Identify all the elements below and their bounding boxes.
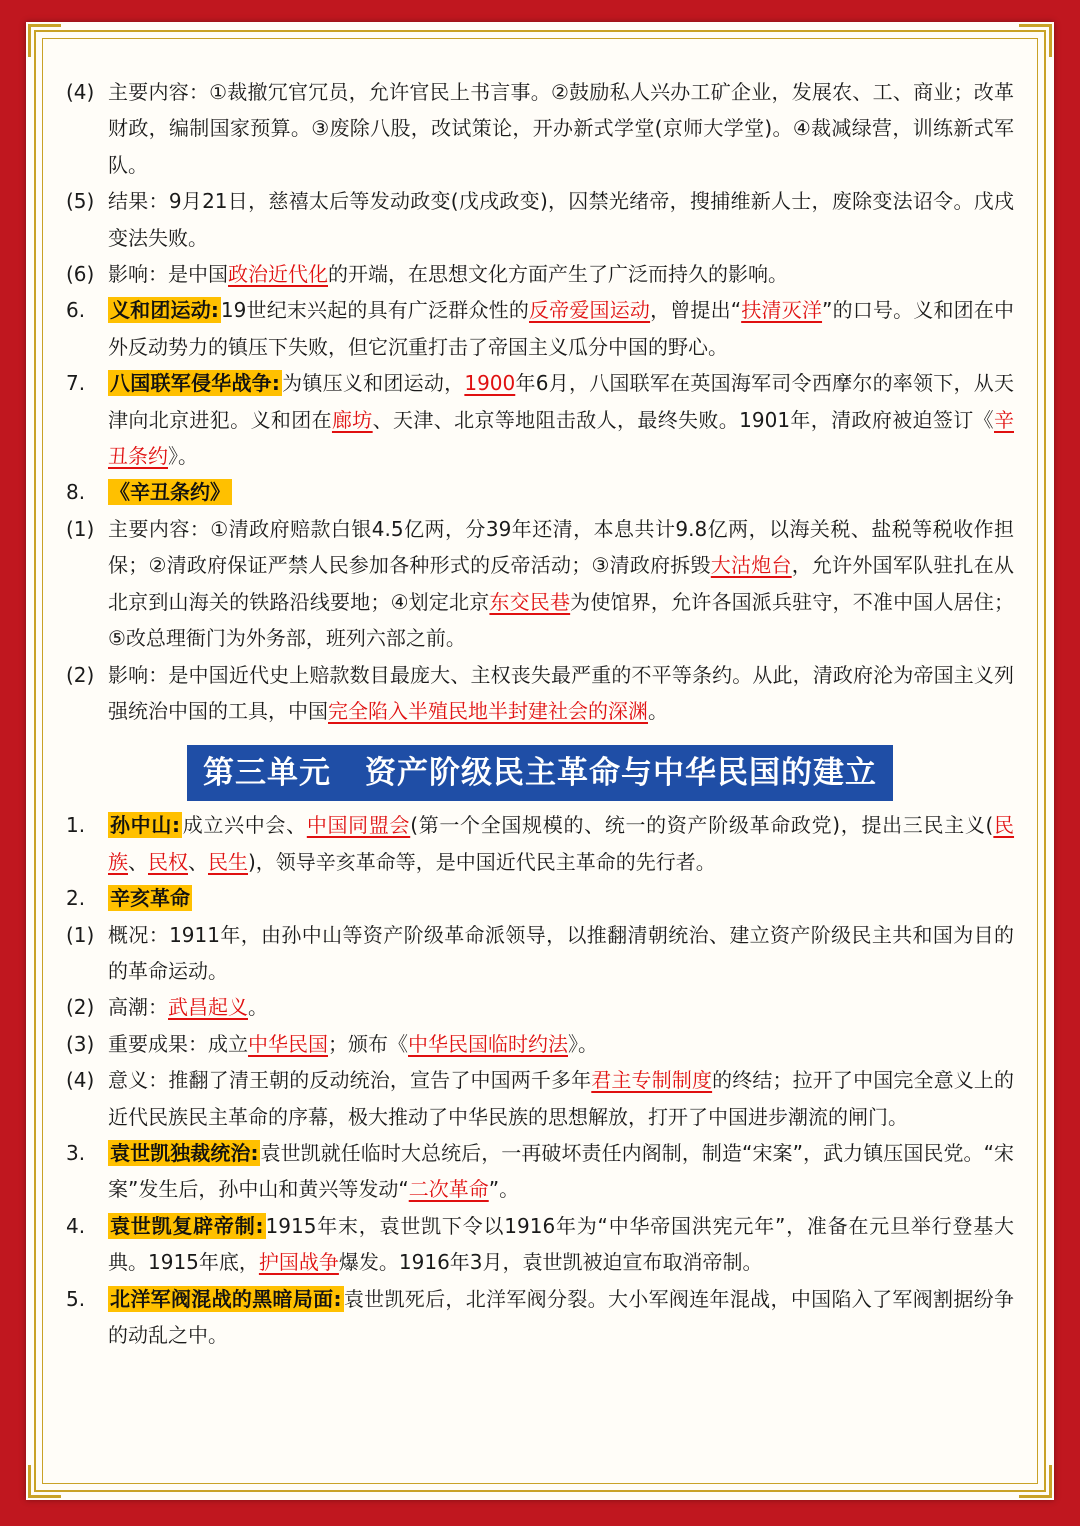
- item-text: [108, 1062, 1014, 1135]
- body-text: 1915年末，袁世凯下令以1916年为“中华帝国洪宪元年”，准备在元旦举行登基大典。1915年底，: [108, 1213, 1014, 1275]
- list-item: [66, 292, 1014, 365]
- body-text: 、天津、北京等地阻击敌人，最终失败。1901年，清政府被迫签订《: [372, 407, 994, 432]
- list-item: [66, 1281, 1014, 1354]
- frame-corner-ornament: [1019, 24, 1052, 57]
- body-text: 影响：是中国近代史上赔款数目最庞大、主权丧失最严重的不平等条约。从此，清政府沦为帝国主义列强统治中国的工具，中国: [108, 662, 1014, 723]
- item-number: 8.: [66, 480, 86, 505]
- highlight-heading: 北洋军阀混战的黑暗局面:: [110, 1286, 342, 1311]
- body-text: 年6月，八国联军在英国海军司令西摩尔的率领下，从天津向北京进犯。义和团在: [108, 371, 1015, 432]
- list-item: [66, 657, 1014, 730]
- item-text: [108, 511, 1014, 657]
- body-text: 爆发。1916年3月，袁世凯被迫宣布取消帝制。: [338, 1250, 763, 1275]
- item-text: [108, 1026, 1014, 1062]
- unit-banner-wrap: [66, 745, 1014, 801]
- item-number: 3.: [66, 1140, 86, 1165]
- page-content: [66, 74, 1014, 1353]
- frame-corner-ornament: [28, 1465, 61, 1498]
- list-item: [66, 807, 1014, 880]
- body-text: 为镇压义和团运动，: [281, 371, 465, 396]
- list-item: [66, 1208, 1014, 1281]
- item-text: [108, 989, 1014, 1025]
- highlight-heading: 袁世凯独裁统治:: [110, 1140, 259, 1165]
- body-text: 》。: [568, 1031, 598, 1056]
- body-text: 袁世凯死后，北洋军阀分裂。大小军阀连年混战，中国陷入了军阀割据纷争的动乱之中。: [108, 1286, 1014, 1347]
- key-term: 中国同盟会: [306, 813, 411, 838]
- item-number: 2.: [66, 886, 86, 911]
- key-term: 1900: [464, 371, 516, 396]
- body-text: 结果：9月21日，慈禧太后等发动政变(戊戌政变)，囚禁光绪帝，搜捕维新人士，废除变法诏令。戊戌变法失败。: [108, 189, 1014, 250]
- document-page: [26, 22, 1054, 1500]
- list-item: [66, 917, 1014, 990]
- key-term: 大沽炮台: [710, 553, 792, 578]
- key-term: 中华民国临时约法: [408, 1031, 568, 1056]
- item-text: [108, 292, 1014, 365]
- item-text: [108, 74, 1014, 183]
- highlight-heading: 袁世凯复辟帝制:: [110, 1213, 264, 1238]
- body-text: (第一个全国规模的、统一的资产阶级革命政党)，提出三民主义(: [410, 813, 994, 838]
- item-text: [108, 183, 1014, 256]
- item-text: [108, 256, 1014, 292]
- item-number: 6.: [66, 298, 86, 323]
- body-text: 为使馆界，允许各国派兵驻守，不准中国人居住；⑤改总理衙门为外务部，班列六部之前。: [108, 589, 1015, 651]
- frame-corner-ornament: [28, 24, 61, 57]
- key-term: 民生: [208, 849, 248, 874]
- body-text: 袁世凯就任临时大总统后，一再破坏责任内阁制，制造“宋案”，武力镇压国民党。“宋案”发生后，孙中山和黄兴等发动“: [108, 1140, 1015, 1202]
- list-item: [66, 474, 1014, 510]
- body-text: 高潮：: [108, 995, 168, 1020]
- item-number: (1): [66, 922, 95, 947]
- item-number: (1): [66, 516, 95, 541]
- body-text: 19世纪末兴起的具有广泛群众性的: [220, 298, 529, 323]
- section-list-unit2: [66, 74, 1014, 729]
- item-text: [108, 1208, 1014, 1281]
- key-term: 辛丑条约: [108, 407, 1014, 469]
- key-term: 廊坊: [331, 407, 373, 432]
- key-term: 中华民国: [248, 1031, 328, 1056]
- highlight-heading: 孙中山:: [110, 813, 181, 838]
- body-text: 主要内容：①裁撤冗官冗员，允许官民上书言事。②鼓励私人兴办工矿企业，发展农、工、商业；改革财政，编制国家预算。③废除八股，改试策论，开办新式学堂(京师大学堂)。④裁减绿营，训练新式军队。: [108, 80, 1014, 177]
- item-text: [108, 807, 1014, 880]
- highlight-heading: 八国联军侵华战争:: [110, 371, 280, 396]
- key-term: 武昌起义: [168, 995, 248, 1020]
- body-text: 重要成果：成立: [108, 1031, 248, 1056]
- item-number: 1.: [66, 813, 86, 838]
- body-text: 的终结；拉开了中国完全意义上的近代民族民主革命的序幕，极大推动了中华民族的思想解放，打开了中国进步潮流的闸门。: [108, 1068, 1015, 1129]
- list-item: [66, 1135, 1014, 1208]
- key-term: 君主专制制度: [591, 1068, 713, 1093]
- item-text: [108, 474, 1014, 510]
- item-number: (3): [66, 1031, 95, 1056]
- list-item: [66, 1062, 1014, 1135]
- frame-corner-ornament: [1019, 1465, 1052, 1498]
- unit-banner: [187, 745, 893, 801]
- body-text: 主要内容：①清政府赔款白银4.5亿两，分39年还清，本息共计9.8亿两，以海关税、盐税等税收作担保；②清政府保证严禁人民参加各种形式的反帝活动；③清政府拆毁: [108, 516, 1014, 578]
- key-term: 反帝爱国运动: [529, 298, 651, 323]
- item-number: (4): [66, 80, 95, 104]
- section-list-unit3: [66, 807, 1014, 1353]
- item-number: 5.: [66, 1286, 86, 1311]
- item-number: (4): [66, 1068, 95, 1093]
- key-term: 扶清灭洋: [741, 298, 823, 323]
- body-text: ”的口号。义和团在中外反动势力的镇压下失败，但它沉重打击了帝国主义瓜分中国的野心。: [108, 298, 1015, 359]
- body-text: 。: [648, 698, 668, 723]
- key-term: 东交民巷: [489, 589, 571, 614]
- list-item: [66, 365, 1014, 474]
- body-text: ”。: [488, 1177, 520, 1202]
- item-number: (5): [66, 189, 95, 214]
- body-text: 、: [188, 849, 208, 874]
- list-item: [66, 511, 1014, 657]
- item-text: [108, 365, 1014, 474]
- item-number: 7.: [66, 371, 86, 396]
- key-term: 完全陷入半殖民地半封建社会的深渊: [328, 698, 648, 723]
- body-text: ；颁布《: [328, 1031, 408, 1056]
- item-number: (2): [66, 995, 95, 1020]
- highlight-heading: 辛亥革命: [110, 886, 190, 911]
- item-text: [108, 657, 1014, 730]
- item-text: [108, 1135, 1014, 1208]
- body-text: ，曾提出“: [650, 298, 742, 323]
- body-text: 、: [128, 849, 148, 874]
- list-item: [66, 256, 1014, 292]
- key-term: 民族: [108, 813, 1015, 874]
- list-item: [66, 989, 1014, 1025]
- key-term: 二次革命: [408, 1177, 489, 1202]
- body-text: 意义：推翻了清王朝的反动统治，宣告了中国两千多年: [108, 1068, 592, 1093]
- item-text: [108, 880, 1014, 916]
- body-text: 》。: [168, 444, 198, 469]
- body-text: 影响：是中国: [108, 262, 228, 287]
- key-term: 政治近代化: [228, 262, 328, 287]
- list-item: [66, 880, 1014, 916]
- item-number: (6): [66, 262, 95, 287]
- body-text: 。: [248, 995, 268, 1020]
- item-number: (2): [66, 662, 95, 687]
- item-text: [108, 917, 1014, 990]
- list-item: [66, 1026, 1014, 1062]
- body-text: 概况：1911年，由孙中山等资产阶级革命派领导，以推翻清朝统治、建立资产阶级民主共和国为目的的革命运动。: [108, 922, 1014, 983]
- body-text: )，领导辛亥革命等，是中国近代民主革命的先行者。: [248, 849, 716, 874]
- list-item: [66, 74, 1014, 183]
- unit-banner-number: 第三单元: [203, 755, 331, 792]
- unit-banner-title: 资产阶级民主革命与中华民国的建立: [365, 755, 877, 792]
- highlight-heading: 《辛丑条约》: [110, 480, 230, 505]
- item-number: 4.: [66, 1213, 86, 1238]
- key-term: 护国战争: [258, 1250, 339, 1275]
- body-text: 成立兴中会、: [182, 813, 307, 838]
- item-text: [108, 1281, 1014, 1354]
- highlight-heading: 义和团运动:: [110, 298, 219, 323]
- list-item: [66, 183, 1014, 256]
- body-text: ，允许外国军队驻扎在从北京到山海关的铁路沿线要地；④划定北京: [108, 553, 1015, 614]
- key-term: 民权: [148, 849, 188, 874]
- body-text: 的开端，在思想文化方面产生了广泛而持久的影响。: [328, 262, 788, 287]
